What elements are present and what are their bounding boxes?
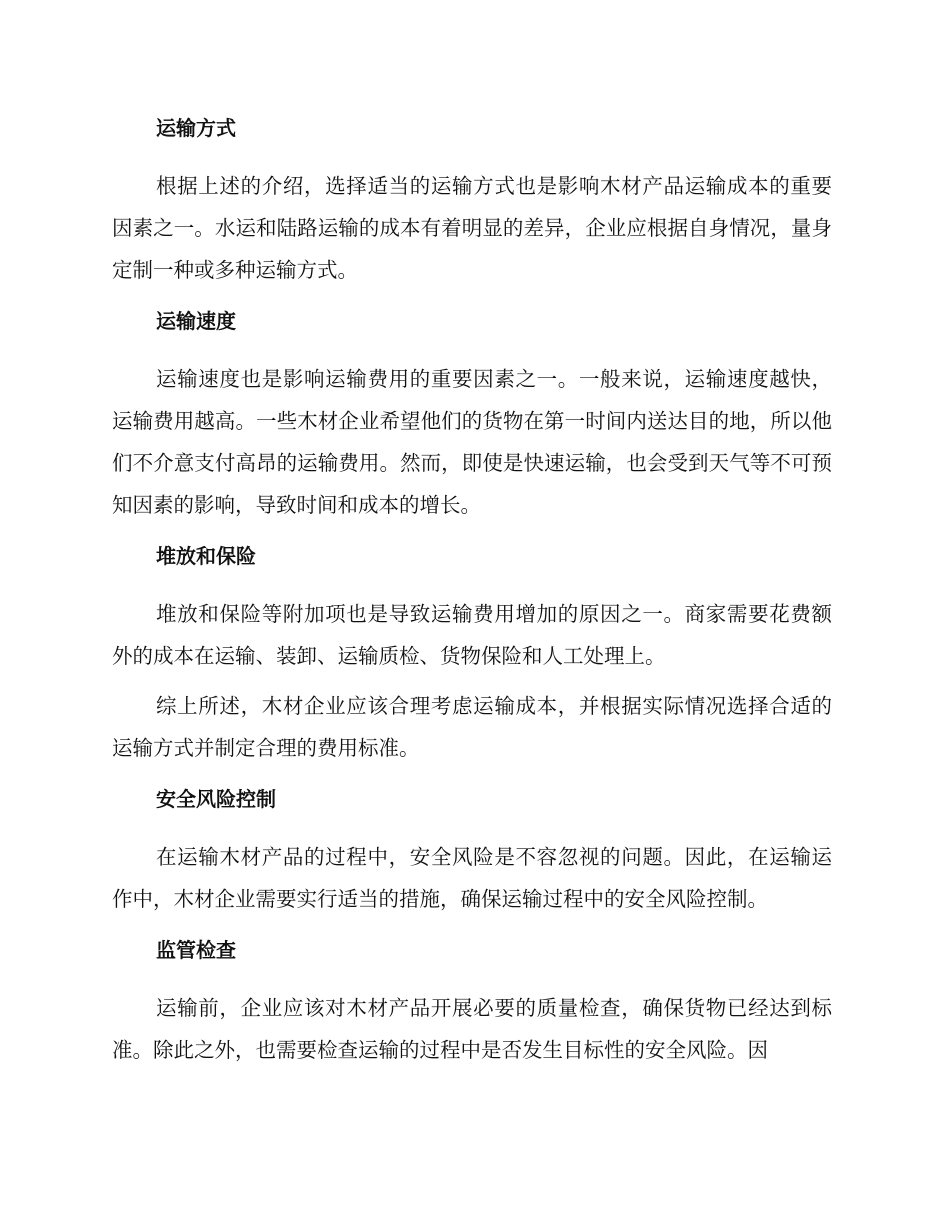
paragraph-safety-risk-control: 在运输木材产品的过程中，安全风险是不容忽视的问题。因此，在运输运作中，木材企业需要实行适当的措施，确保运输过程中的安全风险控制。	[112, 845, 832, 911]
paragraph-supervision-inspection: 运输前，企业应该对木材产品开展必要的质量检查，确保货物已经达到标准。除此之外，也需要检查运输的过程中是否发生目标性的安全风险。因	[112, 996, 832, 1062]
document-body	[112, 108, 832, 1081]
section-heading-safety-risk-control: 安全风险控制	[156, 787, 276, 811]
paragraph-transport-speed: 运输速度也是影响运输费用的重要因素之一。一般来说，运输速度越快，运输费用越高。一些木材企业希望他们的货物在第一时间内送达目的地，所以他们不介意支付高昂的运输费用。然而，即使是快速运输，也会受到天气等不可预知因素的影响，导致时间和成本的增长。	[112, 367, 832, 517]
section-heading-transport-speed: 运输速度	[156, 309, 236, 333]
paragraph-storage-insurance: 堆放和保险等附加项也是导致运输费用增加的原因之一。商家需要花费额外的成本在运输、装卸、运输质检、货物保险和人工处理上。	[112, 602, 832, 668]
section-heading-supervision-inspection: 监管检查	[156, 938, 236, 962]
paragraph-transport-mode: 根据上述的介绍，选择适当的运输方式也是影响木材产品运输成本的重要因素之一。水运和陆路运输的成本有着明显的差异，企业应根据自身情况，量身定制一种或多种运输方式。	[112, 174, 832, 282]
section-heading-storage-insurance: 堆放和保险	[156, 544, 256, 568]
paragraph-summary: 综上所述，木材企业应该合理考虑运输成本，并根据实际情况选择合适的运输方式并制定合理的费用标准。	[112, 694, 832, 760]
section-heading-transport-mode: 运输方式	[156, 116, 236, 140]
